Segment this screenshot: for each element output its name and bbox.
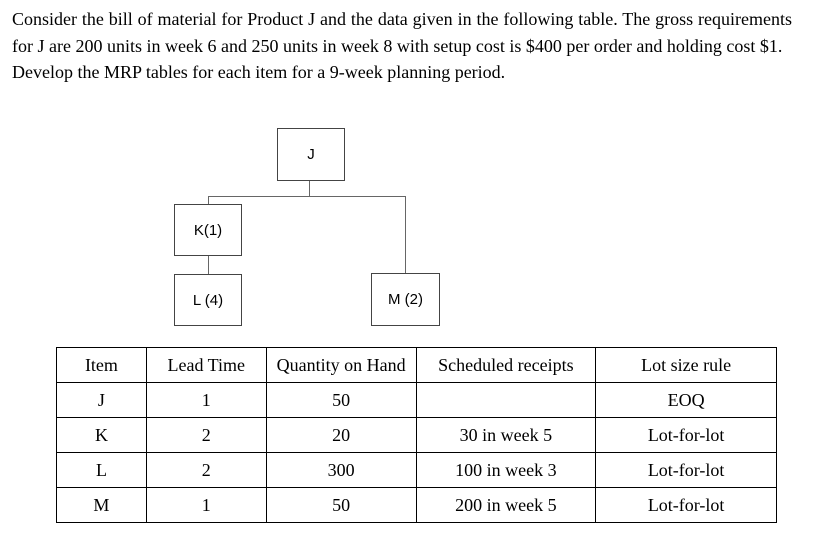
cell-lot-size-rule: Lot-for-lot [596,453,777,488]
header-scheduled-receipts: Scheduled receipts [416,348,596,383]
problem-instruction: Develop the MRP tables for each item for a 9-week planning period. [12,62,506,82]
cell-quantity-on-hand: 50 [266,488,416,523]
table-header-row [57,348,777,383]
cell-item: L [57,453,147,488]
header-lot-size-rule: Lot size rule [596,348,777,383]
cell-quantity-on-hand: 50 [266,383,416,418]
cell-lead-time: 1 [146,383,266,418]
bom-node-k: K(1) [174,204,242,256]
table-row [57,453,777,488]
connector-k-up [208,196,209,204]
cell-item: K [57,418,147,453]
cell-lead-time: 1 [146,488,266,523]
bom-node-j: J [277,128,345,181]
cell-scheduled-receipts: 100 in week 3 [416,453,596,488]
cell-lot-size-rule: Lot-for-lot [596,488,777,523]
header-item: Item [57,348,147,383]
cell-scheduled-receipts: 200 in week 5 [416,488,596,523]
table-row [57,418,777,453]
table-row [57,383,777,418]
cell-scheduled-receipts: 30 in week 5 [416,418,596,453]
cell-lot-size-rule: EOQ [596,383,777,418]
cell-item: M [57,488,147,523]
bom-node-m: M (2) [371,273,440,326]
connector-m-up [405,196,406,273]
problem-paragraph: Consider the bill of material for Product J and the data given in the following table. The gross requirements for J are 200 units in week 6 and 250 units in week 8 with setup cost is $400 per order and holding cost $1. [12,9,792,56]
cell-quantity-on-hand: 300 [266,453,416,488]
cell-scheduled-receipts [416,383,596,418]
connector-horizontal [208,196,406,197]
header-quantity-on-hand: Quantity on Hand [266,348,416,383]
header-lead-time: Lead Time [146,348,266,383]
connector-k-l [208,255,209,274]
cell-lead-time: 2 [146,453,266,488]
table-row [57,488,777,523]
item-data-table [56,347,777,523]
connector-j-down [309,180,310,197]
cell-quantity-on-hand: 20 [266,418,416,453]
cell-lot-size-rule: Lot-for-lot [596,418,777,453]
cell-item: J [57,383,147,418]
cell-lead-time: 2 [146,418,266,453]
bom-node-l: L (4) [174,274,242,326]
